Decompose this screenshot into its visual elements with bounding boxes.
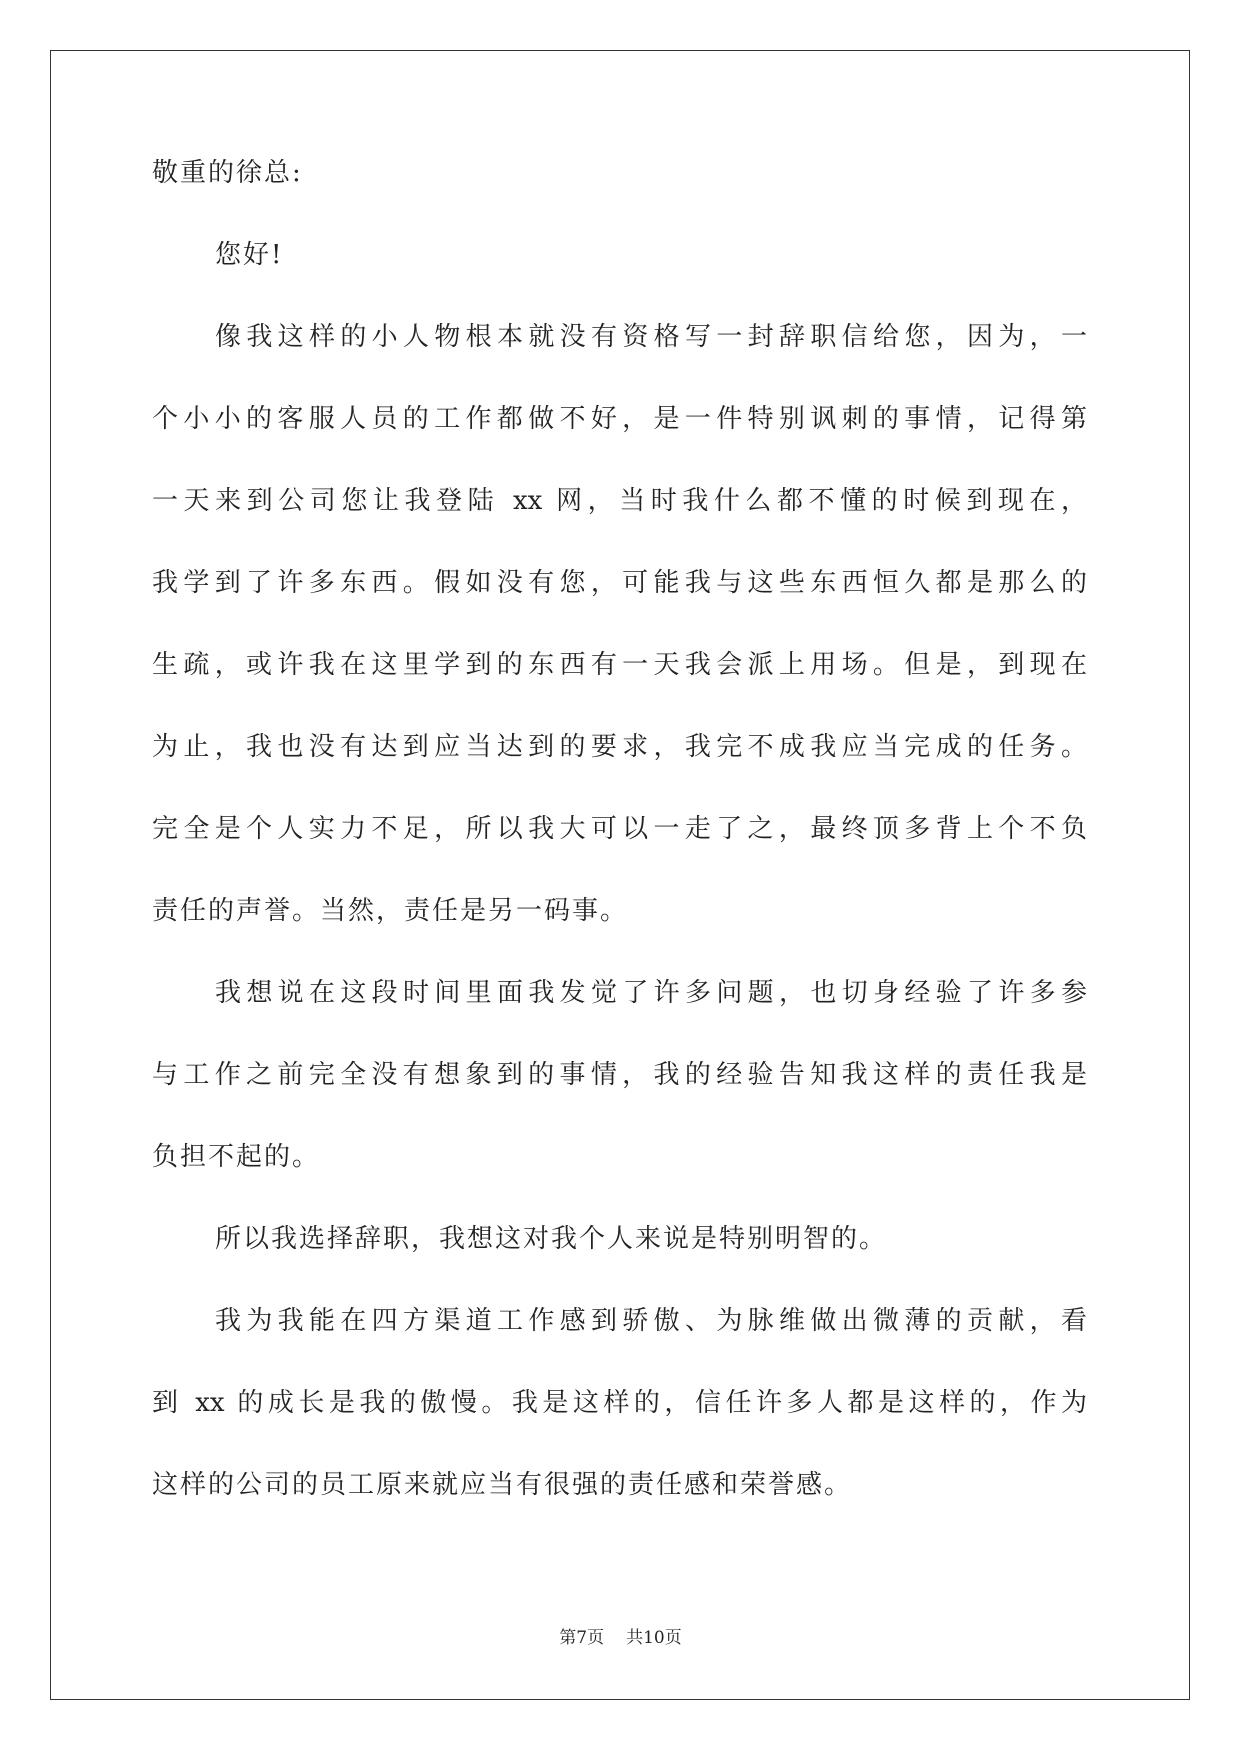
page-total: 共10页 [626, 1628, 682, 1648]
paragraph-4 [152, 1308, 1087, 1554]
paragraph-line: 为止，我也没有达到应当达到的要求，我完不成我应当完成的任务。 [152, 732, 1087, 762]
paragraph-line: 像我这样的小人物根本就没有资格写一封辞职信给您，因为，一 [215, 322, 1087, 352]
letter-body [152, 160, 1087, 1554]
paragraph-line: 到 xx 的成长是我的傲慢。我是这样的，信任许多人都是这样的，作为 [152, 1388, 1087, 1418]
paragraph-1 [152, 324, 1087, 980]
paragraph-line: 这样的公司的员工原来就应当有很强的责任感和荣誉感。 [152, 1470, 853, 1500]
paragraph-line: 我为我能在四方渠道工作感到骄傲、为脉维做出微薄的贡献，看 [215, 1306, 1087, 1336]
paragraph-line: 我学到了许多东西。假如没有您，可能我与这些东西恒久都是那么的 [152, 568, 1087, 598]
page-number: 第7页 [559, 1628, 605, 1648]
paragraph-2 [152, 980, 1087, 1226]
paragraph-line: 完全是个人实力不足，所以我大可以一走了之，最终顶多背上个不负 [152, 814, 1087, 844]
salutation: 敬重的徐总: [152, 158, 303, 188]
paragraph-line: 负担不起的。 [152, 1142, 321, 1172]
paragraph-line: 一天来到公司您让我登陆 xx 网，当时我什么都不懂的时候到现在， [152, 486, 1087, 516]
page-footer [0, 1628, 1241, 1648]
paragraph-line: 与工作之前完全没有想象到的事情，我的经验告知我这样的责任我是 [152, 1060, 1087, 1090]
paragraph-line: 个小小的客服人员的工作都做不好，是一件特别讽刺的事情，记得第 [152, 404, 1087, 434]
paragraph-line: 生疏，或许我在这里学到的东西有一天我会派上用场。但是，到现在 [152, 650, 1087, 680]
paragraph-3 [152, 1226, 1087, 1308]
greeting: 您好! [215, 240, 284, 270]
paragraph-line: 我想说在这段时间里面我发觉了许多问题，也切身经验了许多参 [215, 978, 1087, 1008]
paragraph-line: 所以我选择辞职，我想这对我个人来说是特别明智的。 [215, 1224, 888, 1254]
paragraph-line: 责任的声誉。当然，责任是另一码事。 [152, 896, 629, 926]
